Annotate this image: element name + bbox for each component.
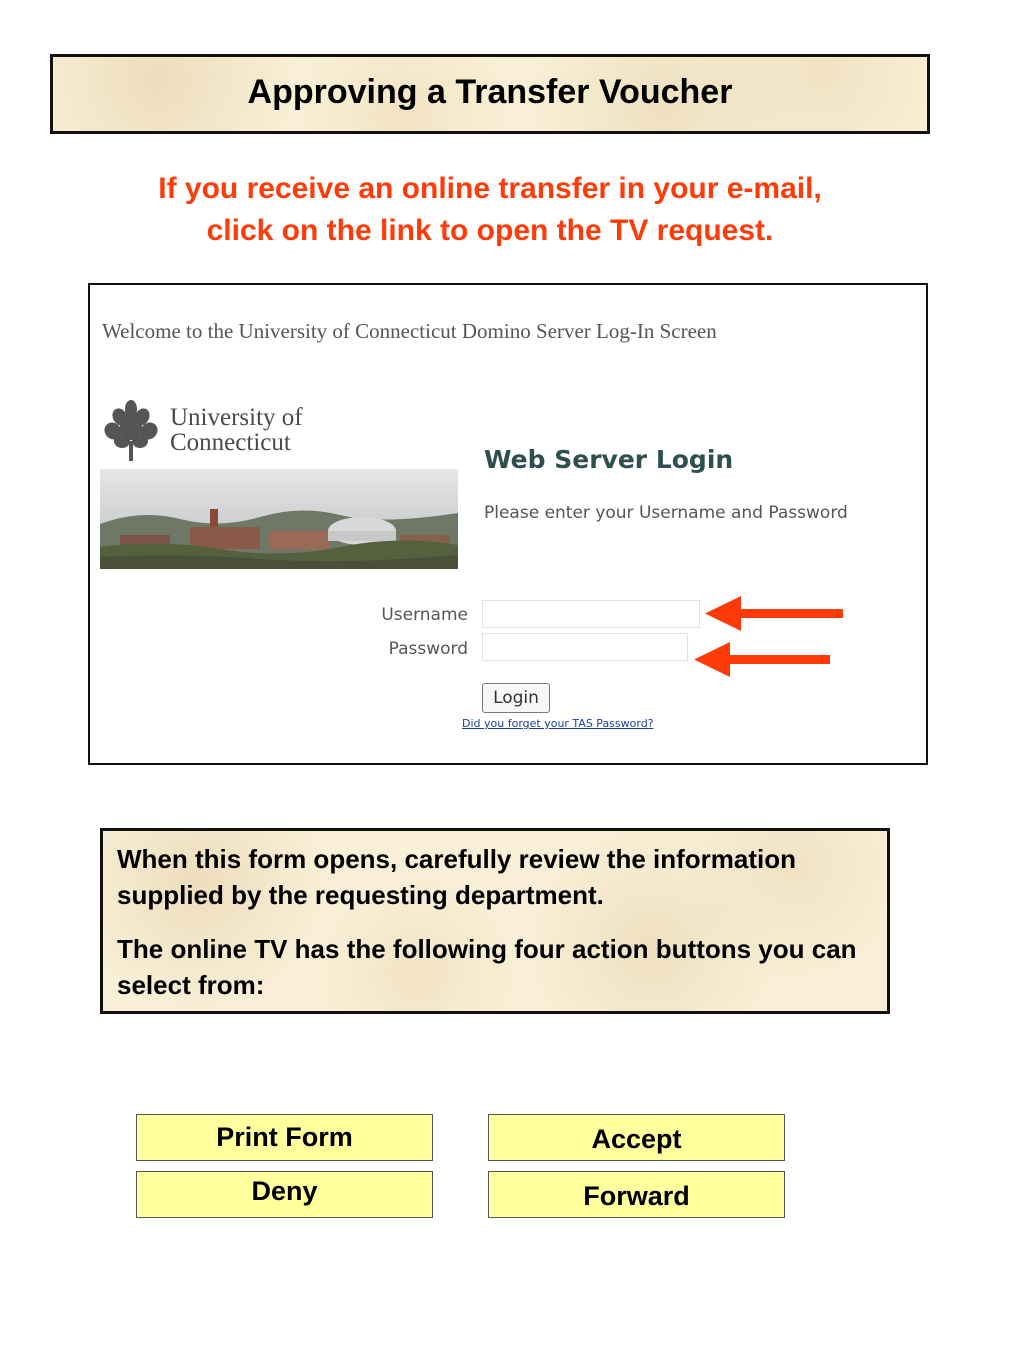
welcome-text: Welcome to the University of Connecticut Domino Server Log-In Screen [102,319,717,343]
university-name-line-1: University of [170,404,303,431]
deny-button[interactable]: Deny [136,1171,433,1218]
arrow-left-icon [694,642,832,678]
print-form-button[interactable]: Print Form [136,1114,433,1161]
login-title: Web Server Login [484,445,734,474]
password-label: Password [388,639,468,659]
university-name [170,405,303,455]
username-input[interactable] [482,600,700,628]
info-box [100,828,890,1014]
arrow-left-icon [705,596,845,632]
slide-title: Approving a Transfer Voucher [247,72,733,111]
instruction-text [60,168,920,252]
username-label: Username [381,605,468,625]
accept-button[interactable]: Accept [488,1114,785,1161]
title-box [50,54,930,134]
university-name-line-2: Connecticut [170,429,291,456]
forgot-password-link[interactable]: Did you forget your TAS Password? [462,717,654,730]
password-input[interactable] [482,633,688,661]
login-subtitle: Please enter your Username and Password [484,503,848,523]
oak-leaf-icon [100,397,162,463]
info-paragraph-1: When this form opens, carefully review the information supplied by the requesting department. [117,844,796,910]
login-button[interactable]: Login [482,683,550,713]
info-paragraph-2: The online TV has the following four action buttons you can select from: [117,934,857,1000]
instruction-line-1: If you receive an online transfer in your e-mail, [158,172,822,205]
campus-photo [100,469,458,569]
forward-button[interactable]: Forward [488,1171,785,1218]
instruction-line-2: click on the link to open the TV request. [206,214,774,247]
login-screenshot [88,283,928,765]
